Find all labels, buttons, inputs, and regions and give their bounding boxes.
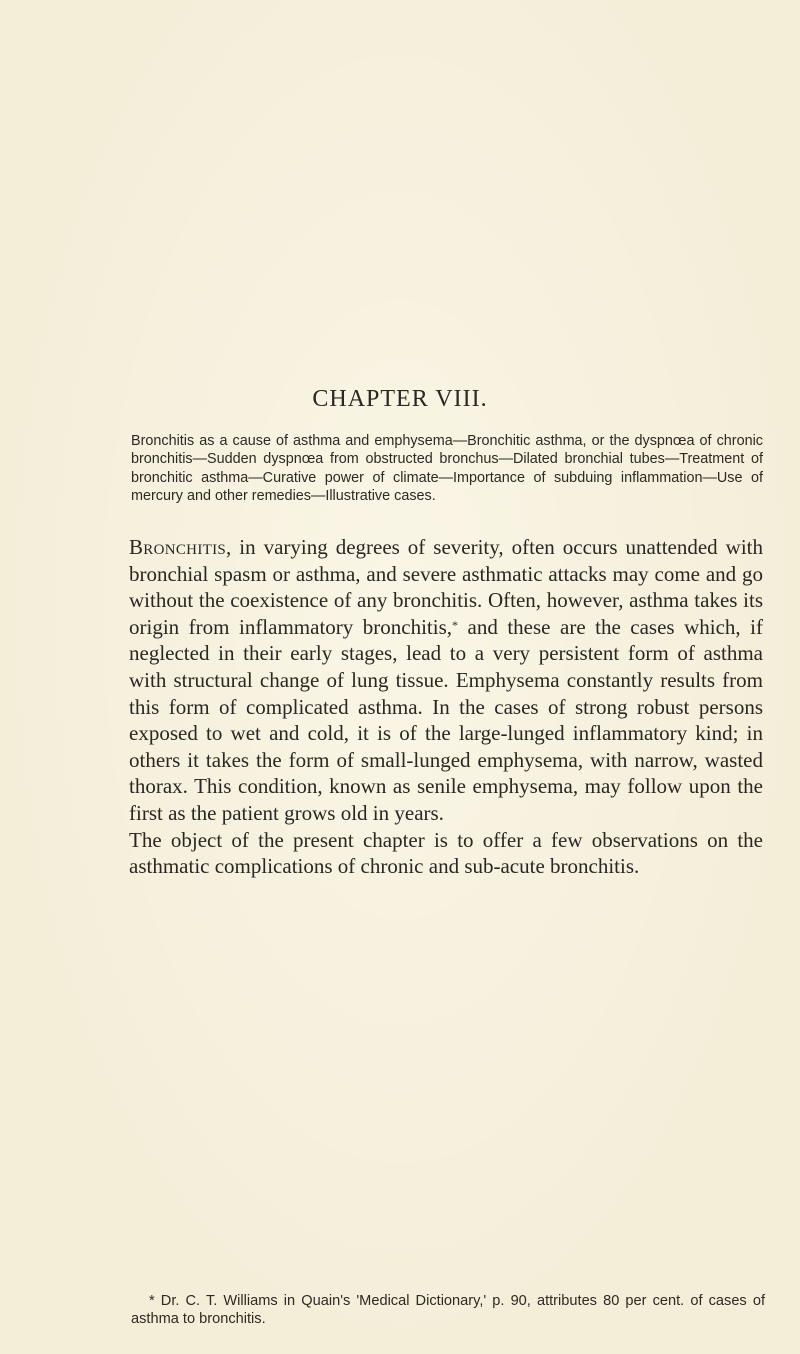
chapter-title: CHAPTER VIII. xyxy=(312,386,488,412)
footnote-marker: * xyxy=(452,617,459,632)
chapter-body xyxy=(129,534,763,880)
body-paragraph-1 xyxy=(129,534,763,827)
footnote: * Dr. C. T. Williams in Quain's 'Medical Dictionary,' p. 90, attributes 80 per cent. of cases of asthma to bronchitis. xyxy=(131,1293,765,1328)
body-paragraph-1-text-a: , in varying degrees of severity, often occurs unattended with bronchial spasm or asthma, and severe asthmatic attacks may come and go without the coexistence of any bronchitis. Often, however, asthma takes its origin from inflammatory bronchitis, xyxy=(129,535,763,639)
chapter-summary: Bronchitis as a cause of asthma and emphysema—Bronchitic asthma, or the dyspnœa of chronic bronchitis—Sudden dyspnœa from obstructed bronchus—Dilated bronchial tubes—Treatment of bronchitic asthma—Curative power of climate—Importance of subduing inflammation—Use of mercury and other remedies—Illustrative cases. xyxy=(131,433,763,505)
body-paragraph-1-text-b: and these are the cases which, if neglected in their early stages, lead to a very persistent form of asthma with structural change of lung tissue. Emphysema constantly results from this form of complicated asthma. In the cases of strong robust persons exposed to wet and cold, it is of the large-lunged inflammatory kind; in others it takes the form of small-lunged emphysema, with narrow, wasted thorax. This condition, known as senile emphysema, may follow upon the first as the patient grows old in years. xyxy=(129,614,763,825)
body-paragraph-2: The object of the present chapter is to offer a few observations on the asthmatic complications of chronic and sub-acute bronchitis. xyxy=(129,827,763,879)
paragraph-lead-word: Bronchitis xyxy=(129,535,227,559)
